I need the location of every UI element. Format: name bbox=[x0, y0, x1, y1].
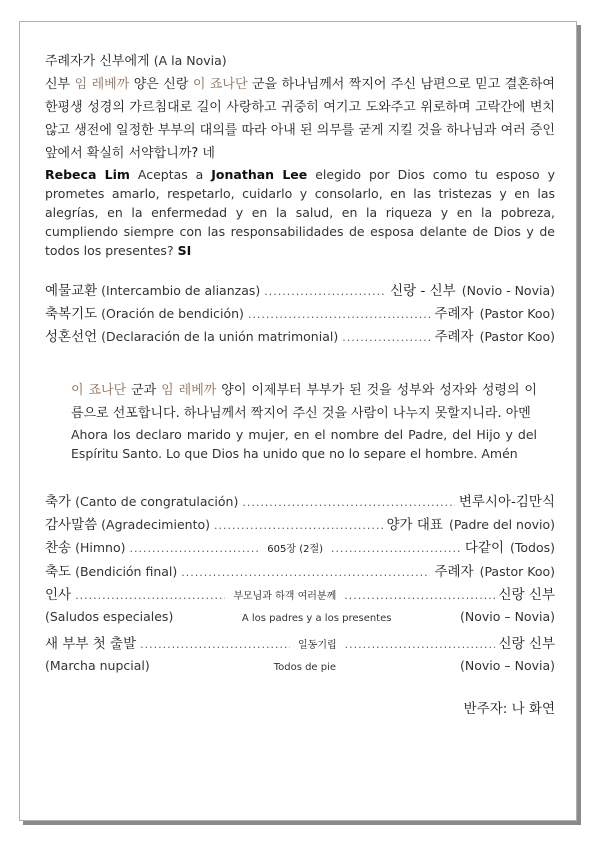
dot-leader bbox=[140, 633, 290, 656]
program-item bbox=[45, 280, 555, 303]
dot-leader bbox=[75, 584, 225, 607]
program-item-es: (Declaración de la unión matrimonial) bbox=[101, 329, 339, 344]
bride-name-ko: 임 레베까 bbox=[74, 77, 130, 92]
greeting-ko: 인사 bbox=[45, 587, 72, 603]
march-right-es: (Novio – Novia) bbox=[460, 658, 555, 673]
program-item-right-es: (Pastor Koo) bbox=[479, 306, 555, 321]
program-item-right-ko: 주례자 bbox=[434, 329, 474, 345]
program-item-es: (Himno) bbox=[75, 540, 126, 555]
declaration-ko-mid: 군과 bbox=[131, 383, 157, 398]
program-item-es: (Agradecimiento) bbox=[101, 517, 210, 532]
program-item-es: (Oración de bendición) bbox=[101, 306, 244, 321]
program-item-es: (Intercambio de alianzas) bbox=[101, 283, 261, 298]
march-es: (Marcha nupcial) bbox=[45, 658, 150, 673]
program-item-right-ko: 변루시아-김만식 bbox=[458, 494, 555, 510]
greeting-sub-row bbox=[45, 608, 555, 627]
vow-heading bbox=[45, 50, 555, 73]
program-item-ko: 예물교환 bbox=[45, 283, 98, 299]
program-item-ko: 성혼선언 bbox=[45, 329, 98, 345]
program-item-ko: 감사말씀 bbox=[45, 517, 98, 533]
program-list-1 bbox=[45, 280, 555, 349]
program-item-right-ko: 주례자 bbox=[434, 306, 474, 322]
dot-leader bbox=[345, 633, 495, 656]
program-item bbox=[45, 561, 555, 584]
greeting-row bbox=[45, 584, 555, 608]
groom-name-ko: 이 죠나단 bbox=[71, 383, 127, 398]
dot-leader bbox=[181, 561, 430, 584]
vow-section bbox=[45, 50, 555, 260]
program-content bbox=[45, 50, 555, 721]
program-item-right-ko: 신랑 - 신부 bbox=[390, 283, 456, 299]
page-shadow-right bbox=[577, 25, 581, 825]
vow-ko-lead: 신부 bbox=[45, 77, 71, 92]
program-item-right-es: (Todos) bbox=[509, 540, 555, 555]
program-item-right-ko: 다같이 bbox=[464, 540, 504, 556]
dot-leader bbox=[129, 537, 259, 560]
declaration-ko-rest: 양이 이제부터 부부가 된 것을 성부와 성자와 성령의 이름으로 선포합니다. 하나님께서 짝지어 주신 것을 사람이 나누지 못할지니라. 아멘 bbox=[71, 383, 537, 421]
march-middle-es: Todos de pie bbox=[273, 662, 337, 673]
bride-name-es: Rebeca Lim bbox=[45, 167, 130, 182]
greeting-middle-es: A los padres y a los presentes bbox=[241, 613, 392, 624]
dot-leader bbox=[248, 303, 431, 326]
dot-leader bbox=[242, 491, 455, 514]
march-right-ko: 신랑 신부 bbox=[498, 636, 556, 652]
vow-spanish bbox=[45, 165, 555, 260]
program-item-right-es: (Pastor Koo) bbox=[479, 329, 555, 344]
program-item-right-ko: 양가 대표 bbox=[386, 517, 443, 533]
greeting-es: (Saludos especiales) bbox=[45, 609, 174, 624]
dot-leader bbox=[344, 584, 494, 607]
declaration-section bbox=[45, 379, 555, 463]
march-sub-row bbox=[45, 657, 555, 676]
greeting-right-ko: 신랑 신부 bbox=[498, 587, 555, 603]
vow-es-answer: SI bbox=[177, 243, 192, 258]
vow-korean bbox=[45, 73, 555, 165]
program-item bbox=[45, 326, 555, 349]
program-item-ko: 축복기도 bbox=[45, 306, 98, 322]
march-ko: 새 부부 첫 출발 bbox=[45, 636, 137, 652]
program-item-ko: 축가 bbox=[45, 494, 72, 510]
vow-ko-mid: 양은 신랑 bbox=[133, 77, 189, 92]
vow-heading-ko: 주례자가 신부에게 bbox=[45, 54, 150, 69]
groom-name-es: Jonathan Lee bbox=[211, 167, 308, 182]
program-item-es: (Bendición final) bbox=[75, 564, 178, 579]
program-item-right-ko: 주례자 bbox=[434, 564, 474, 580]
program-item bbox=[45, 537, 555, 561]
program-item-es: (Canto de congratulación) bbox=[75, 494, 239, 509]
vow-ko-rest: 군을 하나님께서 짝지어 주신 남편으로 믿고 결혼하여 한평생 성경의 가르침대로 길이 사랑하고 귀중히 여기고 도와주고 위로하며 고락간에 변치 않고 생전에 일정한 부부의 대의를 따라 아내 된 의무를 굳게 지킬 것을 하나님과 여러 증인 앞에서 확실히 서약합니까? 네 bbox=[45, 77, 555, 161]
program-item bbox=[45, 491, 555, 514]
dot-leader bbox=[331, 537, 461, 560]
bride-name-ko: 임 레베까 bbox=[161, 383, 217, 398]
accompanist: 반주자: 나 화연 bbox=[463, 701, 555, 717]
vow-heading-es: (A la Novia) bbox=[153, 53, 227, 68]
page-shadow-bottom bbox=[23, 821, 581, 825]
greeting-middle-ko: 부모님과 하객 여러분께 bbox=[233, 591, 337, 602]
declaration-spanish: Ahora los declaro marido y mujer, en el nombre del Padre, del Hijo y del Espíritu Santo. Lo que Dios ha unido que no lo separe el hombre. Amén bbox=[71, 427, 537, 461]
march-middle-ko: 일동기립 bbox=[298, 640, 337, 651]
program-item bbox=[45, 303, 555, 326]
greeting-right-es: (Novio – Novia) bbox=[459, 609, 555, 624]
declaration-korean bbox=[71, 379, 537, 425]
program-item-right-es: (Pastor Koo) bbox=[479, 564, 555, 579]
program-list-2 bbox=[45, 491, 555, 721]
program-item-right-es: (Novio - Novia) bbox=[461, 283, 555, 298]
dot-leader bbox=[214, 514, 383, 537]
dot-leader bbox=[342, 326, 430, 349]
hymn-number: 605장 (2절) bbox=[267, 544, 324, 555]
program-item-ko: 찬송 bbox=[45, 540, 72, 556]
march-row bbox=[45, 633, 555, 657]
program-item-right-es: (Padre del novio) bbox=[448, 517, 555, 532]
vow-es-rest: elegido por Dios como tu esposo y prometes amarlo, respetarlo, cuidarlo y consolarlo, en las tristezas y en las alegrías, en la enfermedad y en la salud, en la riqueza y en la pobreza, cumpliendo siempre con las responsabilidades de esposa delante de Dios y de todos los presentes? bbox=[45, 167, 555, 258]
program-item-ko: 축도 bbox=[45, 564, 72, 580]
dot-leader bbox=[264, 280, 386, 303]
groom-name-ko: 이 죠나단 bbox=[192, 77, 248, 92]
program-item bbox=[45, 514, 555, 537]
vow-es-mid: Aceptas a bbox=[137, 167, 204, 182]
